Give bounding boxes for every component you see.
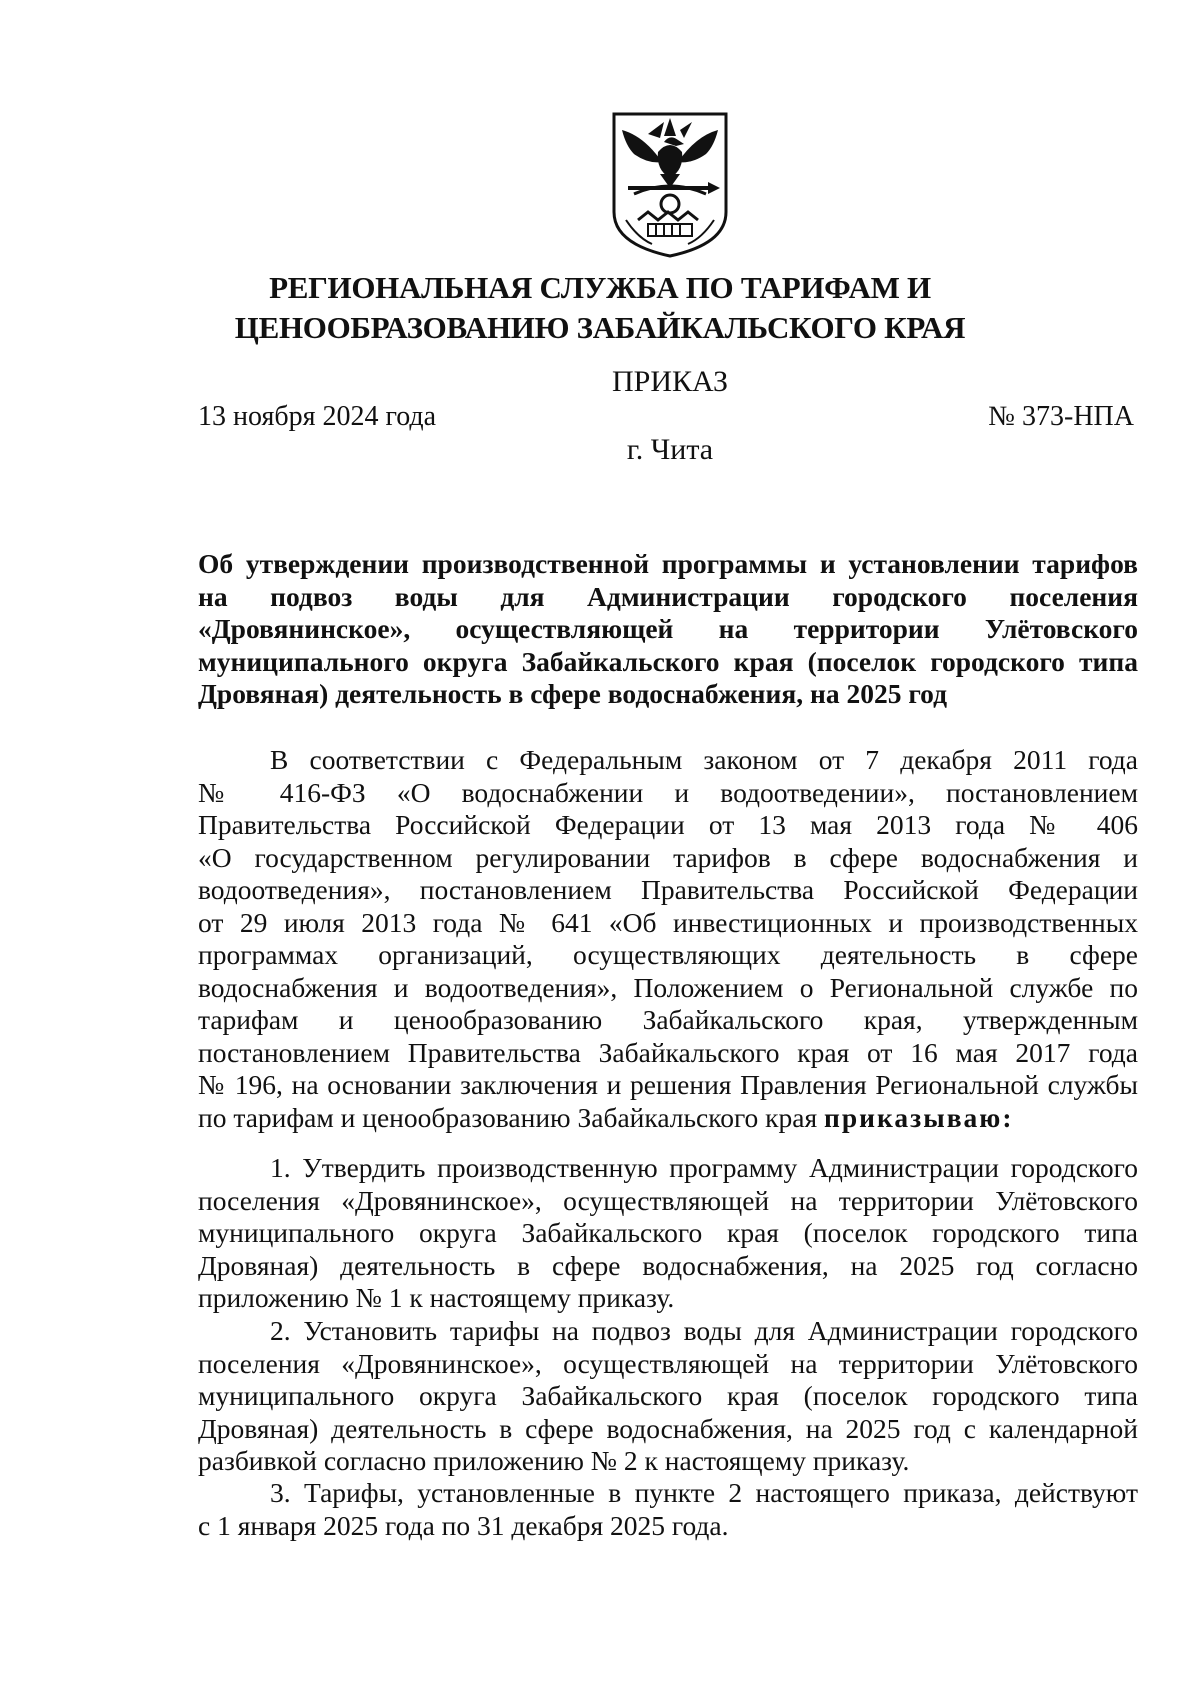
item-3-line: с 1 января 2025 года по 31 декабря 2025 года. xyxy=(198,1509,729,1541)
preamble-line: № 416-ФЗ «О водоснабжении и водоотведении», постановлением xyxy=(198,776,1138,808)
item-1-line: Дровяная) деятельность в сфере водоснабжения, на 2025 год согласно xyxy=(198,1249,1138,1281)
title-line: «Дровянинское», осуществляющей на территории Улётовского xyxy=(198,613,1138,644)
item-1-line: 1. Утвердить производственную программу Администрации городского xyxy=(270,1152,1138,1183)
item-1-line: поселения «Дровянинское», осуществляющей на территории Улётовского xyxy=(198,1184,1138,1216)
title-line: на подвоз воды для Администрации городского поселения xyxy=(198,580,1138,612)
item-1-paragraph xyxy=(198,1152,1138,1315)
item-1-line: приложению № 1 к настоящему приказу. xyxy=(198,1282,675,1313)
item-3-paragraph xyxy=(198,1477,1138,1542)
preamble-line: В соответствии с Федеральным законом от 7 декабря 2011 года xyxy=(270,744,1138,775)
item-2-line: муниципального округа Забайкальского края (поселок городского типа xyxy=(198,1380,1138,1411)
preamble-paragraph xyxy=(198,744,1138,1134)
preamble-last-line xyxy=(198,1102,1138,1135)
item-1-line: муниципального округа Забайкальского края (поселок городского типа xyxy=(198,1217,1138,1248)
preamble-line: от 29 июля 2013 года № 641 «Об инвестиционных и производственных xyxy=(198,906,1138,938)
preamble-line: «О государственном регулировании тарифов в сфере водоснабжения и xyxy=(198,841,1138,873)
item-2-line: Дровяная) деятельность в сфере водоснабжения, на 2025 год с календарной xyxy=(198,1412,1138,1444)
order-date: 13 ноября 2024 года xyxy=(198,401,437,432)
preamble-line: Правительства Российской Федерации от 13 мая 2013 года № 406 xyxy=(198,809,1138,840)
organization-line-1: РЕГИОНАЛЬНАЯ СЛУЖБА ПО ТАРИФАМ И xyxy=(269,270,931,305)
organization-name xyxy=(200,268,1000,348)
document-type: ПРИКАЗ xyxy=(612,365,728,398)
preamble-line: водоснабжения и водоотведения», Положением о Региональной службе по xyxy=(198,971,1138,1003)
order-city: г. Чита xyxy=(626,433,714,466)
order-number: № 373-НПА xyxy=(988,401,1134,432)
item-2-line: поселения «Дровянинское», осуществляющей на территории Улётовского xyxy=(198,1347,1138,1379)
coat-of-arms-icon xyxy=(608,108,732,260)
item-2-paragraph xyxy=(198,1315,1138,1478)
order-title xyxy=(198,548,1138,711)
title-line: Об утверждении производственной программы и установлении тарифов xyxy=(198,548,1138,579)
preamble-line: программах организаций, осуществляющих деятельность в сфере xyxy=(198,939,1138,970)
organization-line-2: ЦЕНООБРАЗОВАНИЮ ЗАБАЙКАЛЬСКОГО КРАЯ xyxy=(234,310,966,345)
item-3-line: 3. Тарифы, установленные в пункте 2 настоящего приказа, действуют xyxy=(270,1477,1138,1508)
order-verb: приказываю: xyxy=(824,1101,1014,1133)
item-2-line: разбивкой согласно приложению № 2 к настоящему приказу. xyxy=(198,1445,910,1476)
title-line: Дровяная) деятельность в сфере водоснабжения, на 2025 год xyxy=(198,678,947,709)
item-2-line: 2. Установить тарифы на подвоз воды для Администрации городского xyxy=(270,1315,1138,1346)
preamble-line: № 196, на основании заключения и решения Правления Региональной службы xyxy=(198,1069,1138,1100)
preamble-line: постановлением Правительства Забайкальского края от 16 мая 2017 года xyxy=(198,1036,1138,1068)
preamble-line: тарифам и ценообразованию Забайкальского края, утвержденным xyxy=(198,1004,1138,1035)
preamble-line: водоотведения», постановлением Правительства Российской Федерации xyxy=(198,874,1138,905)
title-line: муниципального округа Забайкальского края (поселок городского типа xyxy=(198,645,1138,677)
preamble-line: по тарифам и ценообразованию Забайкальского края xyxy=(198,1101,818,1133)
